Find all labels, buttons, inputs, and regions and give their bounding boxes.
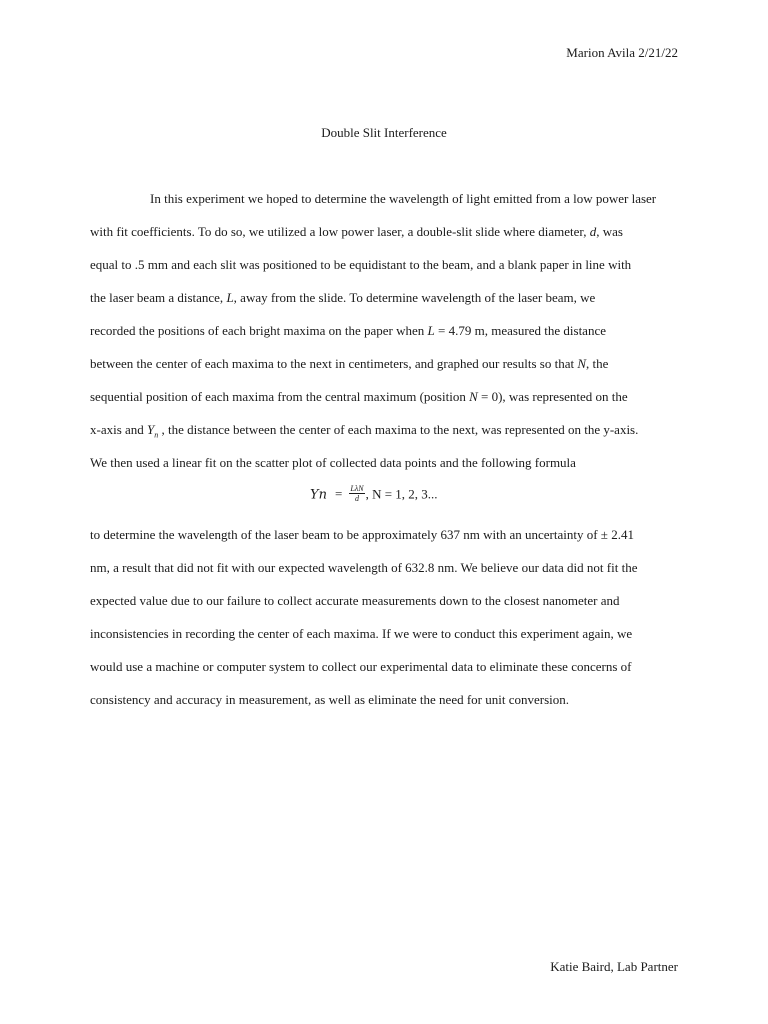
formula-equals: =: [334, 486, 343, 502]
author-date: Marion Avila 2/21/22: [566, 45, 678, 60]
text-line: with fit coefficients. To do so, we utilized a low power laser, a double-slit slide where diameter, d, was: [90, 224, 623, 239]
text-line: nm, a result that did not fit with our expected wavelength of 632.8 nm. We believe our data did not fit the: [90, 560, 638, 575]
formula-lhs: Yn: [310, 487, 327, 503]
var-d: d: [589, 224, 597, 239]
text-line: the laser beam a distance, L, away from the slide. To determine wavelength of the laser beam, we: [90, 290, 596, 305]
formula-rhs: , N = 1, 2, 3...: [365, 486, 438, 502]
page-title: Double Slit Interference: [321, 125, 447, 140]
var-L: L: [226, 290, 234, 305]
text-line: consistency and accuracy in measurement, as well as eliminate the need for unit conversion.: [90, 692, 570, 707]
lab-partner: Katie Baird, Lab Partner: [550, 959, 678, 974]
text-line: recorded the positions of each bright maxima on the paper when L = 4.79 m, measured the distance: [90, 323, 606, 338]
formula-fraction: $\frac{\text{LλN}}{d}$: [350, 484, 364, 503]
text-line: sequential position of each maxima from the central maximum (position N = 0), was represented on the: [90, 389, 628, 404]
var-Yn: Y: [147, 422, 155, 437]
text-line: to determine the wavelength of the laser beam to be approximately 637 nm with an uncertainty of ± 2.41: [90, 527, 634, 542]
text-line: would use a machine or computer system to collect our experimental data to eliminate these concerns of: [90, 659, 632, 674]
var-N: N: [577, 356, 586, 371]
var-L: L: [427, 323, 435, 338]
text-line: We then used a linear fit on the scatter plot of collected data points and the following formula: [90, 455, 576, 470]
text-line: expected value due to our failure to collect accurate measurements down to the closest nanometer and: [90, 593, 620, 608]
text-line: equal to .5 mm and each slit was positioned to be equidistant to the beam, and a blank paper in line with: [90, 257, 632, 272]
text-line: inconsistencies in recording the center of each maxima. If we were to conduct this experiment again, we: [90, 626, 633, 641]
text-line: x-axis and $Y_n$ , the distance between the center of each maxima to the next, was represented on the y-axis.: [90, 422, 639, 440]
var-N: N: [469, 389, 478, 404]
text-line: between the center of each maxima to the next in centimeters, and graphed our results so that N, the: [90, 356, 609, 371]
text-line: In this experiment we hoped to determine the wavelength of light emitted from a low power laser: [150, 191, 657, 206]
wavelength-formula: [310, 486, 438, 505]
